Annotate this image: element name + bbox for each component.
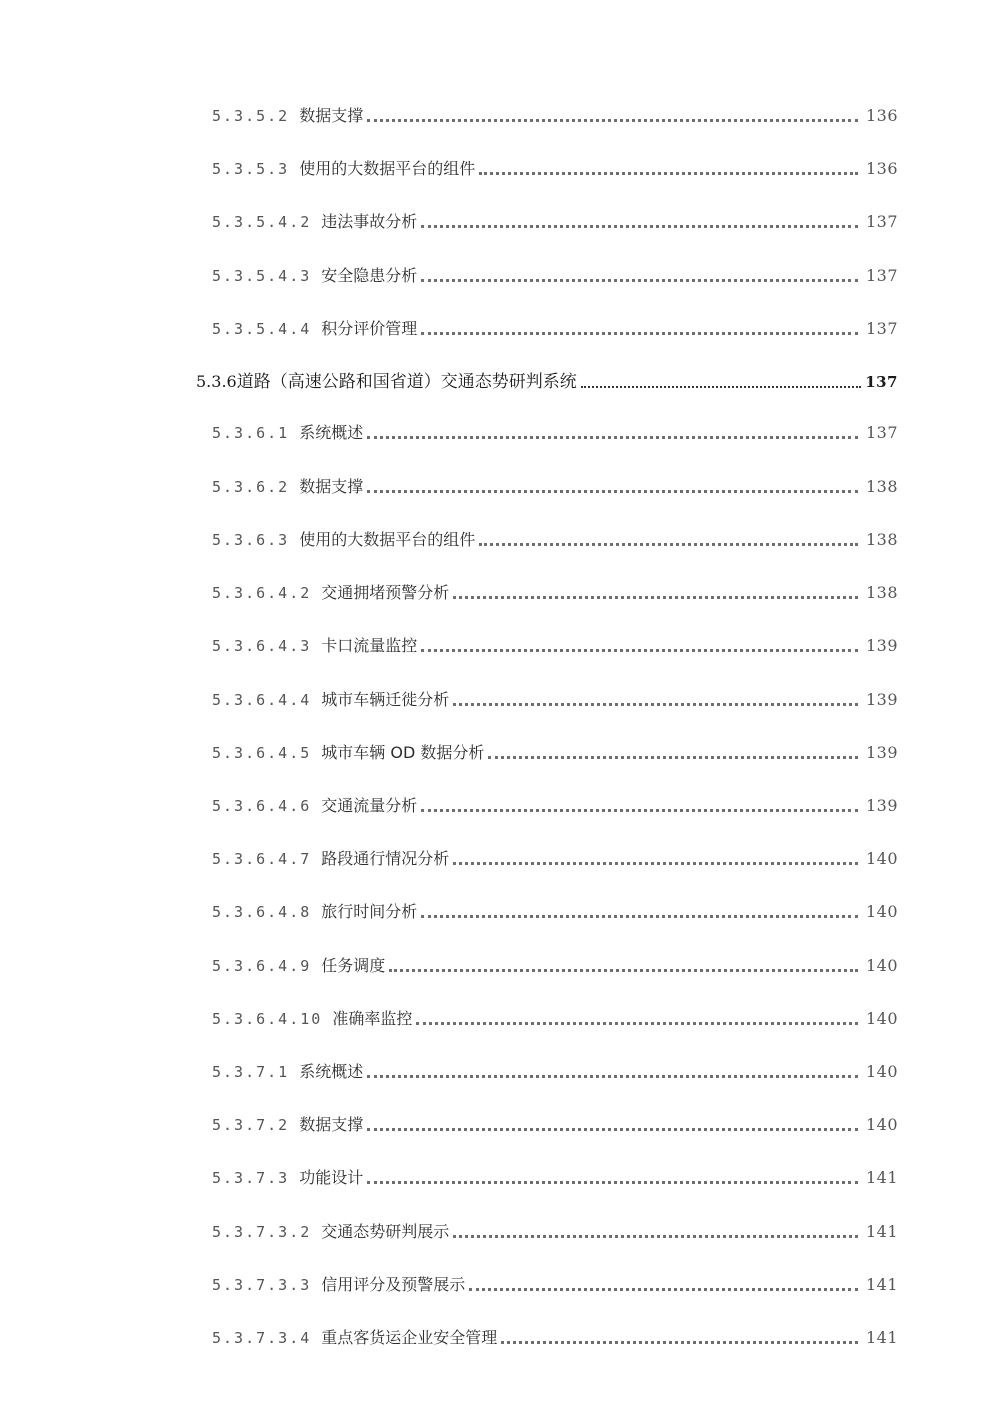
toc-entry-number: 5.3.6.4.6 xyxy=(212,797,312,815)
toc-entry-number: 5.3.6.4.10 xyxy=(212,1010,323,1028)
toc-entry[interactable] xyxy=(212,1160,898,1188)
dot-leader xyxy=(367,436,858,439)
dot-leader xyxy=(421,915,858,918)
toc-entry-number: 5.3.7.3.2 xyxy=(212,1223,312,1241)
toc-entry[interactable] xyxy=(212,258,898,286)
toc-entry-title: 安全隐患分析 xyxy=(321,266,418,285)
toc-entry-number: 5.3.7.1 xyxy=(212,1063,290,1081)
toc-entry-number: 5.3.7.2 xyxy=(212,1116,290,1134)
toc-entry-title: 信用评分及预警展示 xyxy=(321,1275,466,1294)
toc-entry-title: 旅行时间分析 xyxy=(321,902,418,921)
toc-entry-title: 交通拥堵预警分析 xyxy=(321,583,450,602)
dot-leader xyxy=(479,172,858,175)
toc-entry-number: 5.3.7.3.4 xyxy=(212,1329,312,1347)
toc-entry-title: 重点客货运企业安全管理 xyxy=(321,1328,498,1347)
toc-entry-title: 数据支撑 xyxy=(299,106,364,125)
dot-leader xyxy=(389,969,858,972)
toc-entry-number: 5.3.5.4.2 xyxy=(212,213,312,231)
toc-entry[interactable] xyxy=(212,841,898,869)
dot-leader xyxy=(367,490,858,493)
toc-entry-page: 139 xyxy=(865,796,898,815)
toc-entry[interactable] xyxy=(212,204,898,232)
toc-entry-number: 5.3.6.4.7 xyxy=(212,850,312,868)
toc-entry[interactable] xyxy=(212,682,898,710)
dot-leader xyxy=(453,862,858,865)
toc-entry-title: 准确率监控 xyxy=(332,1009,413,1028)
toc-entry-page: 136 xyxy=(865,159,898,178)
dot-leader xyxy=(416,1022,858,1025)
toc-entry-title: 道路（高速公路和国省道）交通态势研判系统 xyxy=(236,372,577,392)
toc-entry[interactable] xyxy=(212,575,898,603)
toc-entry-page: 140 xyxy=(865,956,898,975)
toc-entry-title: 城市车辆 OD 数据分析 xyxy=(321,743,485,762)
dot-leader xyxy=(421,809,858,812)
toc-section-entry[interactable] xyxy=(196,364,898,392)
toc-entry-page: 138 xyxy=(865,583,898,602)
toc-entry-page: 141 xyxy=(865,1222,898,1241)
toc-entry-title: 数据支撑 xyxy=(299,1115,364,1134)
toc-entry-page: 140 xyxy=(865,849,898,868)
toc-entry-number: 5.3.6.4.2 xyxy=(212,584,312,602)
toc-entry-number: 5.3.5.4.4 xyxy=(212,320,312,338)
dot-leader xyxy=(421,332,858,335)
toc-entry-page: 139 xyxy=(865,743,898,762)
toc-entry[interactable] xyxy=(212,1001,898,1029)
toc-entry-number: 5.3.6.2 xyxy=(212,478,290,496)
toc-entry-page: 141 xyxy=(865,1275,898,1294)
toc-entry-title: 系统概述 xyxy=(299,1062,364,1081)
dot-leader xyxy=(453,1235,858,1238)
toc-entry-number: 5.3.5.4.3 xyxy=(212,267,312,285)
toc-entry-title: 功能设计 xyxy=(299,1168,364,1187)
toc-entry-page: 140 xyxy=(865,902,898,921)
toc-entry-page: 137 xyxy=(865,266,898,285)
dot-leader xyxy=(367,1075,858,1078)
toc-entry-number: 5.3.6.4.5 xyxy=(212,744,312,762)
dot-leader xyxy=(581,386,861,388)
toc-entry-title: 积分评价管理 xyxy=(321,319,418,338)
toc-entry-title: 使用的大数据平台的组件 xyxy=(299,530,476,549)
toc-entry-page: 139 xyxy=(865,690,898,709)
toc-entry-title: 交通态势研判展示 xyxy=(321,1222,450,1241)
dot-leader xyxy=(479,543,858,546)
toc-entry[interactable] xyxy=(212,1054,898,1082)
toc-entry-number: 5.3.6.1 xyxy=(212,424,290,442)
dot-leader xyxy=(469,1288,858,1291)
dot-leader xyxy=(488,756,858,759)
toc-entry-page: 140 xyxy=(865,1062,898,1081)
toc-entry[interactable] xyxy=(212,522,898,550)
dot-leader xyxy=(367,119,858,122)
toc-entry-page: 141 xyxy=(865,1168,898,1187)
dot-leader xyxy=(367,1128,858,1131)
toc-entry-number: 5.3.6.4.8 xyxy=(212,903,312,921)
toc-entry-number: 5.3.7.3.3 xyxy=(212,1276,312,1294)
toc-entry-number: 5.3.6.4.9 xyxy=(212,957,312,975)
toc-entry-page: 137 xyxy=(865,423,898,442)
toc-entry-page: 140 xyxy=(865,1115,898,1134)
toc-entry-page: 136 xyxy=(865,106,898,125)
toc-entry[interactable] xyxy=(212,628,898,656)
toc-entry-title: 交通流量分析 xyxy=(321,796,418,815)
dot-leader xyxy=(453,596,858,599)
toc-entry-title: 卡口流量监控 xyxy=(321,636,418,655)
dot-leader xyxy=(421,225,858,228)
toc-entry[interactable] xyxy=(212,735,898,763)
toc-entry-page: 137 xyxy=(865,212,898,231)
toc-entry-number: 5.3.7.3 xyxy=(212,1169,290,1187)
toc-entry[interactable] xyxy=(212,98,898,126)
toc-entry-title: 数据支撑 xyxy=(299,477,364,496)
dot-leader xyxy=(421,649,858,652)
toc-entry-title: 违法事故分析 xyxy=(321,212,418,231)
toc-entry-title: 使用的大数据平台的组件 xyxy=(299,159,476,178)
dot-leader xyxy=(453,703,858,706)
toc-entry-page: 140 xyxy=(865,1009,898,1028)
toc-entry-title: 系统概述 xyxy=(299,423,364,442)
toc-entry[interactable] xyxy=(212,1320,898,1348)
toc-entry-title: 路段通行情况分析 xyxy=(321,849,450,868)
toc-entry-page: 139 xyxy=(865,636,898,655)
toc-entry[interactable] xyxy=(212,415,898,443)
toc-entry-page: 138 xyxy=(865,530,898,549)
toc-entry[interactable] xyxy=(212,151,898,179)
toc-entry[interactable] xyxy=(212,1107,898,1135)
toc-entry-page: 141 xyxy=(865,1328,898,1347)
toc-entry[interactable] xyxy=(212,311,898,339)
toc-entry[interactable] xyxy=(212,948,898,976)
toc-entry[interactable] xyxy=(212,469,898,497)
toc-entry-page: 137 xyxy=(865,373,898,391)
toc-entry-page: 138 xyxy=(865,477,898,496)
toc-entry-number: 5.3.5.2 xyxy=(212,107,290,125)
toc-entry-number: 5.3.6.3 xyxy=(212,531,290,549)
toc-entry-number: 5.3.6.4.4 xyxy=(212,691,312,709)
toc-entry[interactable] xyxy=(212,894,898,922)
toc-entry-page: 137 xyxy=(865,319,898,338)
dot-leader xyxy=(367,1181,858,1184)
toc-entry[interactable] xyxy=(212,788,898,816)
dot-leader xyxy=(421,279,858,282)
dot-leader xyxy=(501,1341,858,1344)
toc-entry-number: 5.3.5.3 xyxy=(212,160,290,178)
toc-entry-title: 城市车辆迁徙分析 xyxy=(321,690,450,709)
toc-entry[interactable] xyxy=(212,1267,898,1295)
toc-entry-number: 5.3.6.4.3 xyxy=(212,637,312,655)
toc-entry-number: 5.3.6 xyxy=(196,372,237,391)
toc-entry-title: 任务调度 xyxy=(321,956,386,975)
toc-entry[interactable] xyxy=(212,1214,898,1242)
